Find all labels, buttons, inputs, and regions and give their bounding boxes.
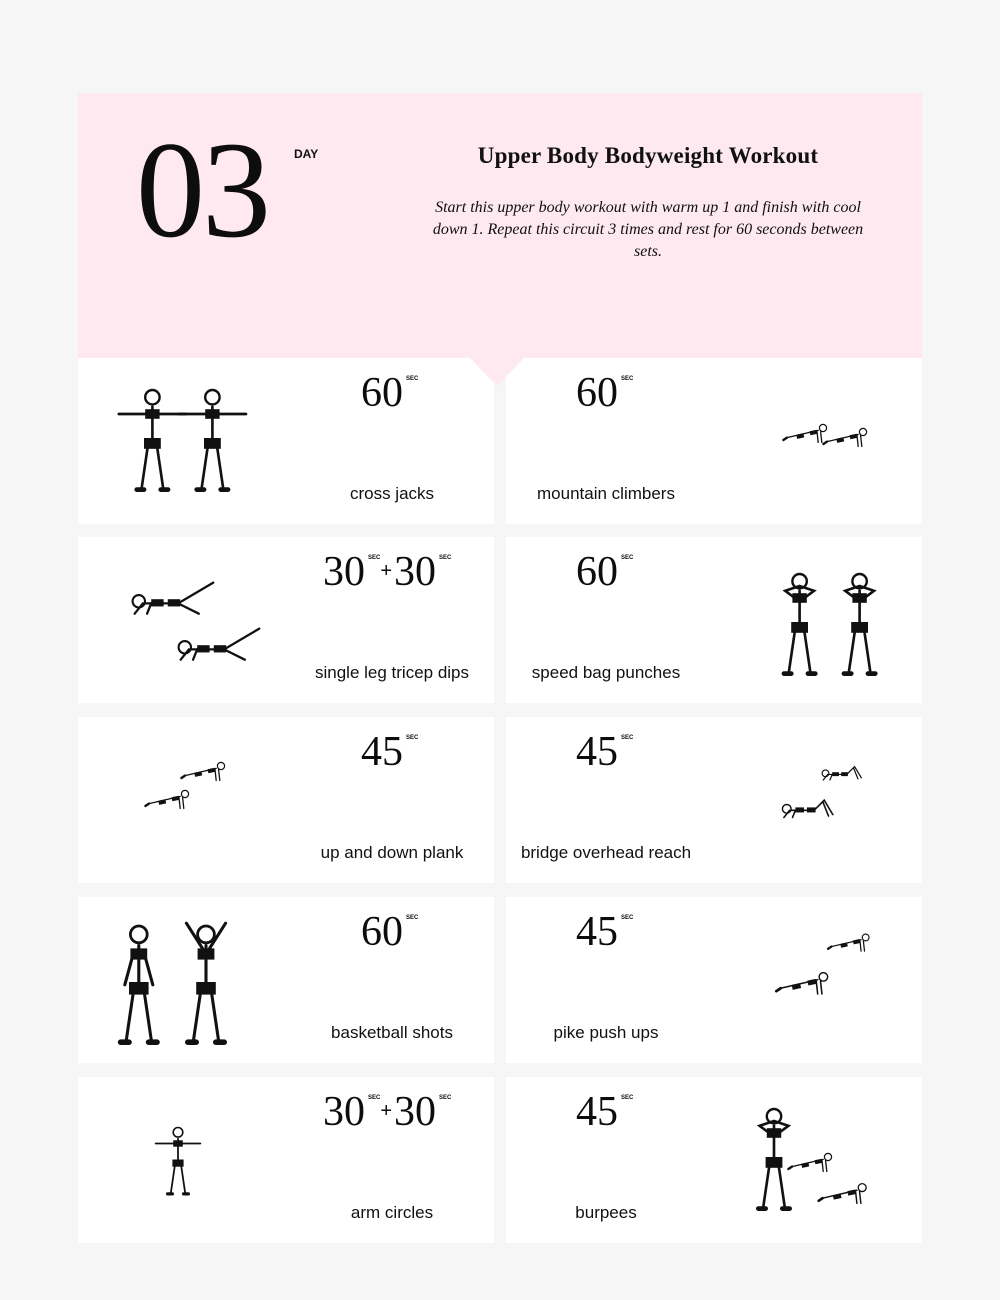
exercise-card [78, 1077, 494, 1243]
exercise-name: single leg tricep dips [314, 663, 470, 682]
exercise-timer [576, 372, 633, 414]
exercise-timer [576, 1091, 633, 1133]
exercise-illustration [108, 752, 258, 832]
exercise-name: arm circles [350, 1203, 434, 1222]
timer-value: 60 [361, 909, 403, 955]
sec-unit-label: SEC [406, 376, 419, 382]
sec-unit-label: SEC [621, 376, 634, 382]
sec-unit-label: SEC [406, 915, 419, 921]
exercise-timer [361, 731, 418, 773]
timer-value: 45 [361, 729, 403, 775]
exercise-timer [323, 551, 451, 593]
sec-unit-label: SEC [621, 735, 634, 741]
exercise-illustration [736, 927, 906, 1022]
sec-unit-label: SEC [368, 555, 381, 561]
exercise-name: pike push ups [553, 1023, 659, 1042]
exercise-card [78, 717, 494, 883]
exercise-illustration [736, 398, 906, 478]
plus-icon: + [380, 1100, 393, 1123]
day-label: DAY [294, 147, 319, 161]
sec-unit-label: SEC [621, 915, 634, 921]
exercise-name: speed bag punches [531, 663, 681, 682]
sec-unit-label: SEC [621, 1095, 634, 1101]
exercise-name: burpees [575, 1203, 637, 1222]
exercise-name: mountain climbers [537, 484, 675, 503]
day-number: 03 [136, 113, 268, 266]
exercise-timer [361, 372, 418, 414]
exercise-name: up and down plank [320, 843, 464, 862]
sec-unit-label: SEC [439, 555, 452, 561]
timer-value: 30 [323, 549, 365, 595]
workout-title: Upper Body Bodyweight Workout [477, 143, 819, 168]
exercise-illustration [138, 1102, 218, 1217]
exercise-illustration [98, 567, 278, 682]
sec-unit-label: SEC [368, 1095, 381, 1101]
exercise-timer [361, 911, 418, 953]
exercise-name: basketball shots [331, 1023, 453, 1042]
timer-value: 45 [576, 909, 618, 955]
exercise-card [506, 717, 922, 883]
exercise-card [506, 358, 922, 524]
plus-icon: + [380, 560, 393, 583]
exercise-card [78, 537, 494, 703]
timer-value: 45 [576, 1089, 618, 1135]
exercise-timer [576, 551, 633, 593]
timer-value: 30 [394, 549, 437, 595]
timer-value: 60 [576, 370, 618, 416]
sec-unit-label: SEC [621, 555, 634, 561]
workout-header [78, 93, 922, 358]
exercise-card [78, 358, 494, 524]
exercise-illustration [108, 912, 248, 1052]
exercise-timer [323, 1091, 451, 1133]
timer-value: 60 [576, 549, 618, 595]
exercise-illustration [96, 378, 276, 498]
timer-value: 45 [576, 729, 618, 775]
exercise-illustration [716, 1097, 916, 1217]
timer-value: 30 [323, 1089, 365, 1135]
exercise-card [506, 537, 922, 703]
exercise-timer [576, 911, 633, 953]
sec-unit-label: SEC [406, 735, 419, 741]
exercise-name: bridge overhead reach [520, 843, 692, 862]
exercise-card [506, 1077, 922, 1243]
header-pointer [470, 358, 524, 386]
exercise-card [506, 897, 922, 1063]
exercise-name: cross jacks [349, 484, 435, 503]
workout-description: Start this upper body workout with warm up 1 and finish with cool down 1. Repeat this circuit 3 times and rest for 60 seconds between sets. [432, 199, 864, 260]
timer-value: 60 [361, 370, 403, 416]
exercise-timer [576, 731, 633, 773]
exercise-illustration [736, 757, 906, 837]
exercise-illustration [756, 562, 896, 682]
sec-unit-label: SEC [439, 1095, 452, 1101]
exercise-card [78, 897, 494, 1063]
timer-value: 30 [394, 1089, 437, 1135]
